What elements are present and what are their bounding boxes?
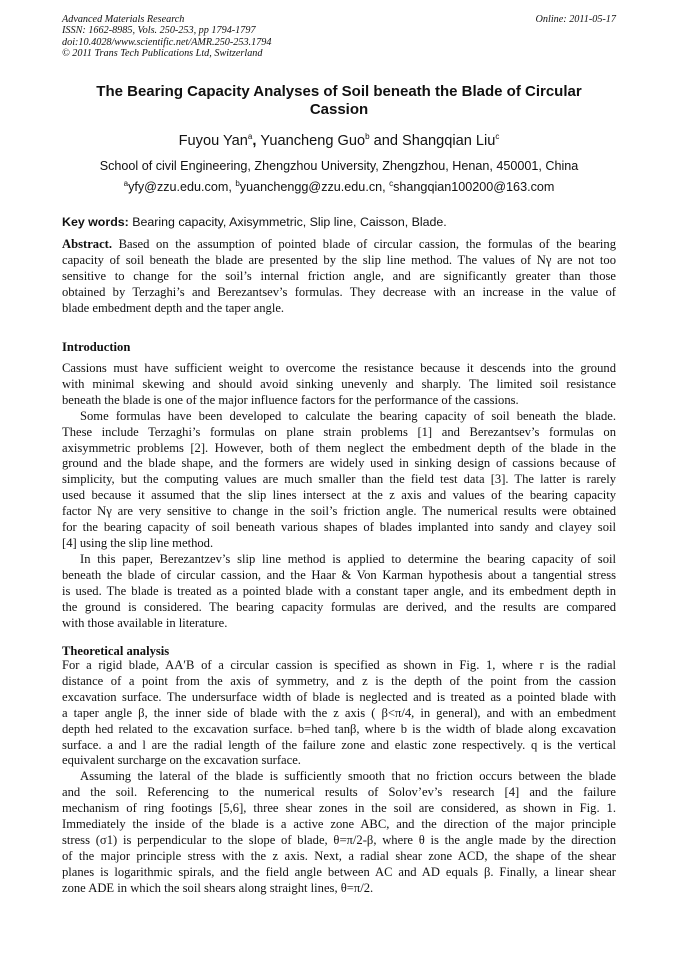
intro-line: These include Terzaghi’s formulas on plane strain problems [1] and Berezantsev’s formulas on — [62, 424, 616, 439]
author-1: Fuyou Yan — [178, 133, 248, 149]
title-line-1: The Bearing Capacity Analyses of Soil beneath the Blade of Circular — [96, 83, 582, 100]
keywords — [62, 214, 616, 230]
theory-line: distance of a point from the axis of symmetry, and z is the depth of the point from the cassion — [62, 673, 616, 688]
abstract-label: Abstract. — [62, 237, 113, 251]
theory-line: For a rigid blade, AA′B of a circular cassion is specified as shown in Fig. 1, where r is the radial — [62, 658, 616, 672]
email-1-sup: a — [123, 178, 129, 188]
author-1-sup: a — [247, 132, 253, 142]
intro-line: [4] using the slip line method. — [62, 535, 214, 550]
abstract — [62, 237, 616, 317]
intro-line: Cassions must have sufficient weight to overcome the resistance because it descends into the ground — [62, 361, 616, 375]
intro-line: with those available in literature. — [62, 615, 228, 630]
email-2-sup: b — [235, 178, 240, 188]
issn-line: ISSN: 1662-8985, Vols. 250-253, pp 1794-1797 — [62, 25, 256, 37]
journal-name: Advanced Materials Research — [62, 14, 185, 25]
author-2-sup: b — [365, 132, 370, 142]
theory-line: a taper angle β, the inner side of blade with the z axis ( β<π/4, in general), and with an embedment — [62, 705, 616, 720]
journal-header — [62, 14, 616, 60]
theory-line: surface. a and l are the radial length of the failure zone and elastic zone respectively. q is the vertical — [62, 737, 616, 752]
intro-line: Some formulas have been developed to calculate the bearing capacity of soil beneath the blade. — [80, 408, 616, 423]
theory-line: planes is logarithmic spirals, and the field angle between AC and AD equals β. Finally, a linear shear — [62, 864, 616, 879]
theory-line: depth hed related to the excavation surface. b=hed tanβ, where b is the width of blade along excavation — [62, 721, 616, 736]
email-1[interactable]: yfy@zzu.edu.com, — [128, 180, 236, 194]
theory-line: and the soil. Referencing to the numerical results of Solov’ev’s research [4] and the failure — [62, 785, 616, 800]
email-list — [62, 179, 616, 195]
doi-line: doi:10.4028/www.scientific.net/AMR.250-253.1794 — [62, 36, 272, 48]
paper-title — [62, 83, 616, 119]
intro-line: axisymmetric problems [2]. However, both of them neglect the embedment depth of the blade in the — [62, 440, 616, 455]
intro-line: In this paper, Berezantzev’s slip line method is applied to determine the bearing capacity of soil — [80, 551, 616, 566]
theory-line: of the major principle stress with the z axis. Next, a radial shear zone ACD, the shape of the shear — [62, 848, 616, 863]
abstract-line-text: Based on the assumption of pointed blade of circular cassion, the formulas of the bearing — [112, 237, 616, 251]
author-3: Shangqian Liu — [402, 133, 496, 149]
section-introduction — [62, 361, 616, 631]
author-separator-2: and — [369, 133, 403, 149]
theory-line: excavation surface. The undersurface width of blade is neglected and is treated as a pointed blade with — [62, 689, 616, 704]
email-3[interactable]: shangqian100200@163.com — [393, 180, 555, 194]
email-2[interactable]: yuanchengg@zzu.edu.cn, — [239, 180, 390, 194]
theory-line: mechanism of ring footings [5,6], three shear zones in the soil are considered, as shown in Fig. 1. — [62, 801, 616, 816]
section-heading-theoretical-analysis: Theoretical analysis — [62, 644, 170, 658]
title-line-2: Cassion — [309, 101, 369, 118]
intro-line: ground and the blade shape, and the formers are widely used in sinking design of cassions because of — [62, 456, 616, 471]
theory-line: Assuming the lateral of the blade is sufficiently smooth that no friction occurs between the blade — [80, 769, 616, 784]
author-separator-1: , — [252, 133, 261, 149]
copyright-line: © 2011 Trans Tech Publications Ltd, Switzerland — [62, 48, 263, 60]
theory-line: equivalent surcharge on the excavation surface. — [62, 753, 301, 768]
abstract-line — [62, 237, 616, 253]
intro-line: for the bearing capacity of soil beneath various shapes of blades implanted into sandy and clayey soil — [62, 520, 616, 535]
author-2: Yuancheng Guo — [260, 133, 366, 149]
intro-line: beneath the blade of circular cassion, and the Haar & Von Karman hypothesis about a tangential stress — [62, 567, 616, 582]
theory-line: stress (σ1) is perpendicular to the slope of blade, θ=π/2-β, where θ is the angle made by the direction — [62, 832, 616, 847]
intro-line: used because it assumed that the slip lines intersect at the z axis and values of the bearing capacity — [62, 488, 616, 503]
abstract-line: blade embedment depth and the taper angle. — [62, 300, 285, 315]
author-list — [62, 132, 616, 150]
affiliation: School of civil Engineering, Zhengzhou University, Zhengzhou, Henan, 450001, China — [99, 159, 579, 173]
keywords-text: Bearing capacity, Axisymmetric, Slip line, Caisson, Blade. — [128, 215, 447, 229]
abstract-line: obtained by Terzaghi’s and Berezantsev’s formulas. They decrease with an increase in the value of — [62, 284, 616, 299]
intro-line: simplicity, but the computing values are much smaller than the field test data [3]. The latter is rarely — [62, 472, 616, 487]
abstract-line: sensitive to change for the soil’s internal friction angle, and are significantly greater than those — [62, 268, 616, 283]
abstract-line: capacity of soil beneath the blade are presented by the slip line method. The values of Nγ are not too — [62, 252, 616, 267]
theory-line: Immediately the inside of the blade is a active zone ABC, and the direction of the major principle — [62, 817, 616, 832]
online-date: Online: 2011-05-17 — [535, 14, 616, 25]
intro-line: the ground is considered. The bearing capacity formulas are derived, and the results are compared — [62, 599, 616, 614]
intro-line: with minimal skewing and should avoid sinking unevenly and sharply. The limited soil resistance — [62, 376, 616, 391]
theory-line: zone ADE in which the soil shears along straight lines, θ=π/2. — [62, 880, 374, 895]
section-theoretical-analysis — [62, 658, 616, 897]
keywords-label: Key words: — [62, 215, 129, 229]
intro-line: beneath the blade is one of the major influence factors for the performance of the cassions. — [62, 392, 519, 407]
intro-line: is used. The blade is treated as a pointed blade with a constant taper angle, and its embedment depth in — [62, 583, 616, 598]
intro-line: factor Nγ are very sensitive to change in the soil’s friction angle. The numerical results were obtained — [62, 504, 616, 519]
email-3-sup: c — [389, 178, 394, 188]
section-heading-introduction: Introduction — [62, 340, 131, 354]
author-3-sup: c — [495, 132, 500, 142]
